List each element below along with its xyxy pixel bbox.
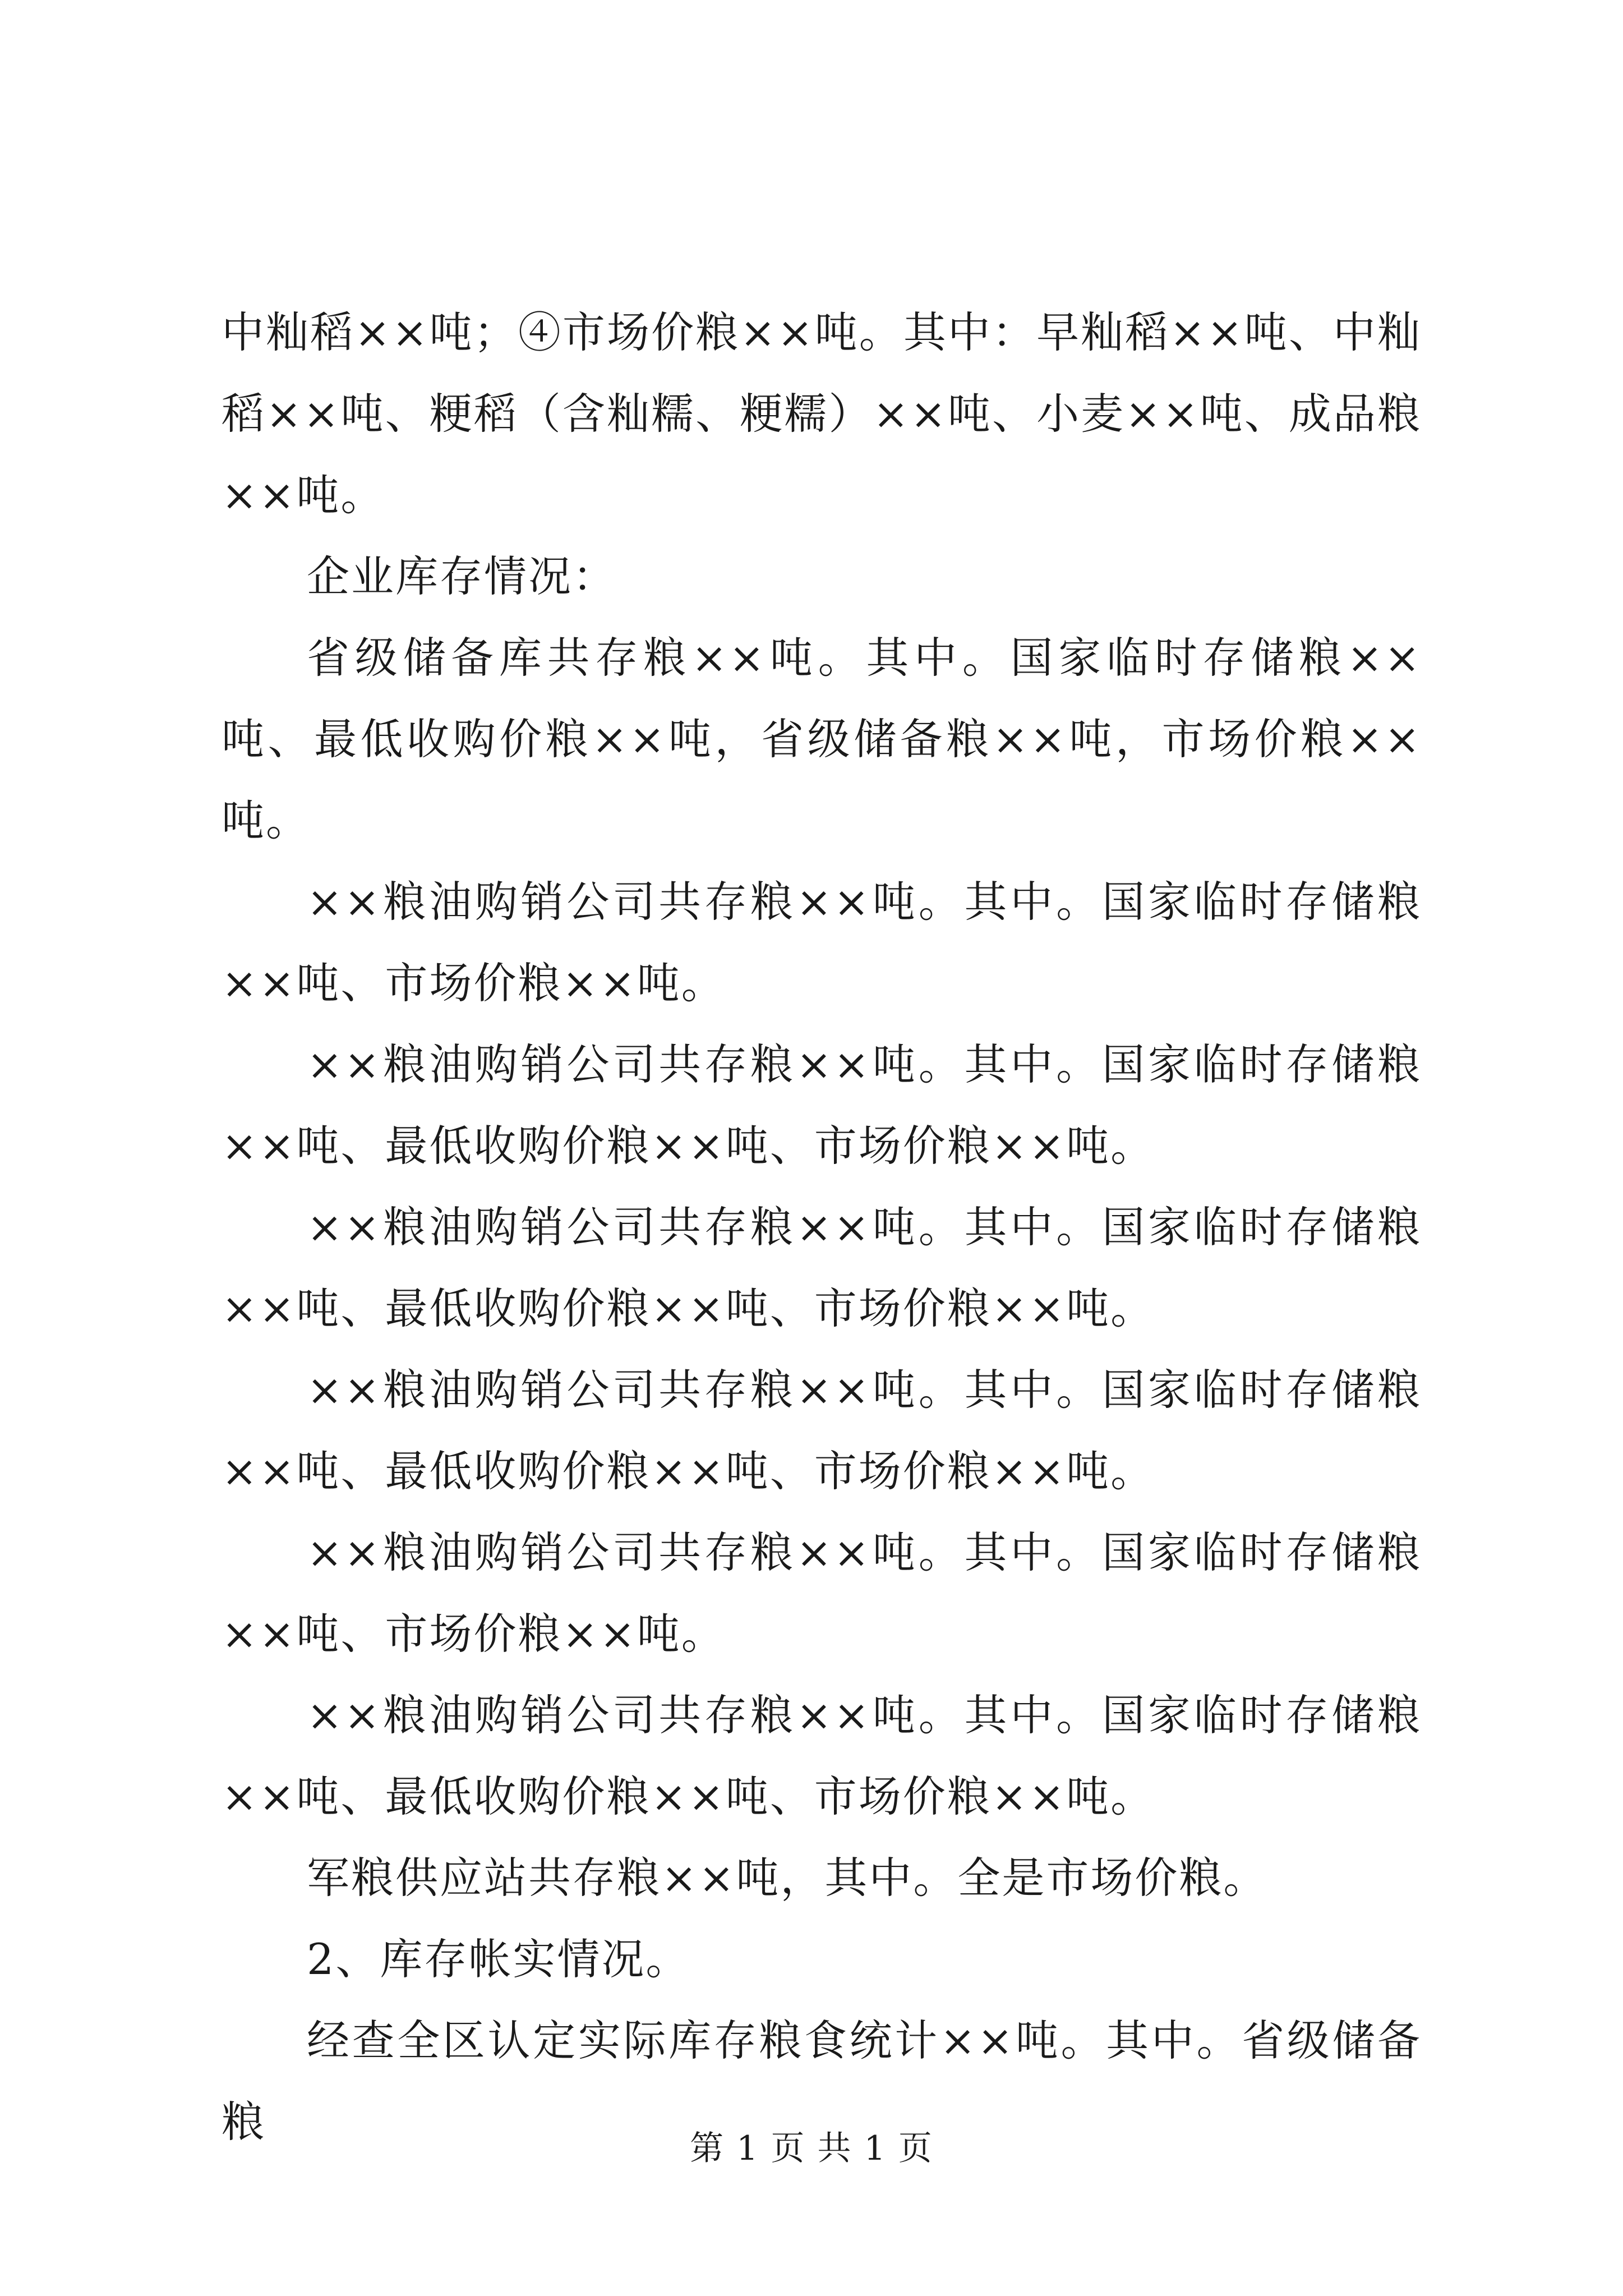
paragraph: 企业库存情况： bbox=[307, 551, 617, 601]
paragraph: 中籼稻××吨；④市场价粮××吨。其中：早籼稻××吨、中籼稻××吨、粳稻（含籼糯、粳糯）××吨、小麦××吨、成品粮××吨。 bbox=[222, 307, 1422, 520]
page-number-footer: 第 1 页 共 1 页 bbox=[690, 2129, 933, 2168]
paragraph: 经查全区认定实际库存粮食统计××吨。其中。省级储备粮 bbox=[222, 2016, 1422, 2147]
paragraph: 2、库存帐实情况。 bbox=[307, 1934, 690, 1984]
paragraph: ××粮油购销公司共存粮××吨。其中。国家临时存储粮××吨、最低收购价粮××吨、市场价粮××吨。 bbox=[222, 1690, 1422, 1821]
paragraph: 省级储备库共存粮××吨。其中。国家临时存储粮××吨、最低收购价粮××吨，省级储备粮××吨，市场价粮××吨。 bbox=[222, 633, 1422, 845]
paragraph: ××粮油购销公司共存粮××吨。其中。国家临时存储粮××吨、最低收购价粮××吨、市场价粮××吨。 bbox=[222, 1365, 1422, 1496]
paragraph: ××粮油购销公司共存粮××吨。其中。国家临时存储粮××吨、最低收购价粮××吨、市场价粮××吨。 bbox=[222, 1039, 1422, 1171]
paragraph: ××粮油购销公司共存粮××吨。其中。国家临时存储粮××吨、市场价粮××吨。 bbox=[222, 1527, 1422, 1659]
paragraph: ××粮油购销公司共存粮××吨。其中。国家临时存储粮××吨、市场价粮××吨。 bbox=[222, 877, 1422, 1008]
paragraph: ××粮油购销公司共存粮××吨。其中。国家临时存储粮××吨、最低收购价粮××吨、市场价粮××吨。 bbox=[222, 1202, 1422, 1333]
document-body bbox=[222, 292, 1422, 2162]
paragraph: 军粮供应站共存粮××吨，其中。全是市场价粮。 bbox=[307, 1853, 1268, 1903]
